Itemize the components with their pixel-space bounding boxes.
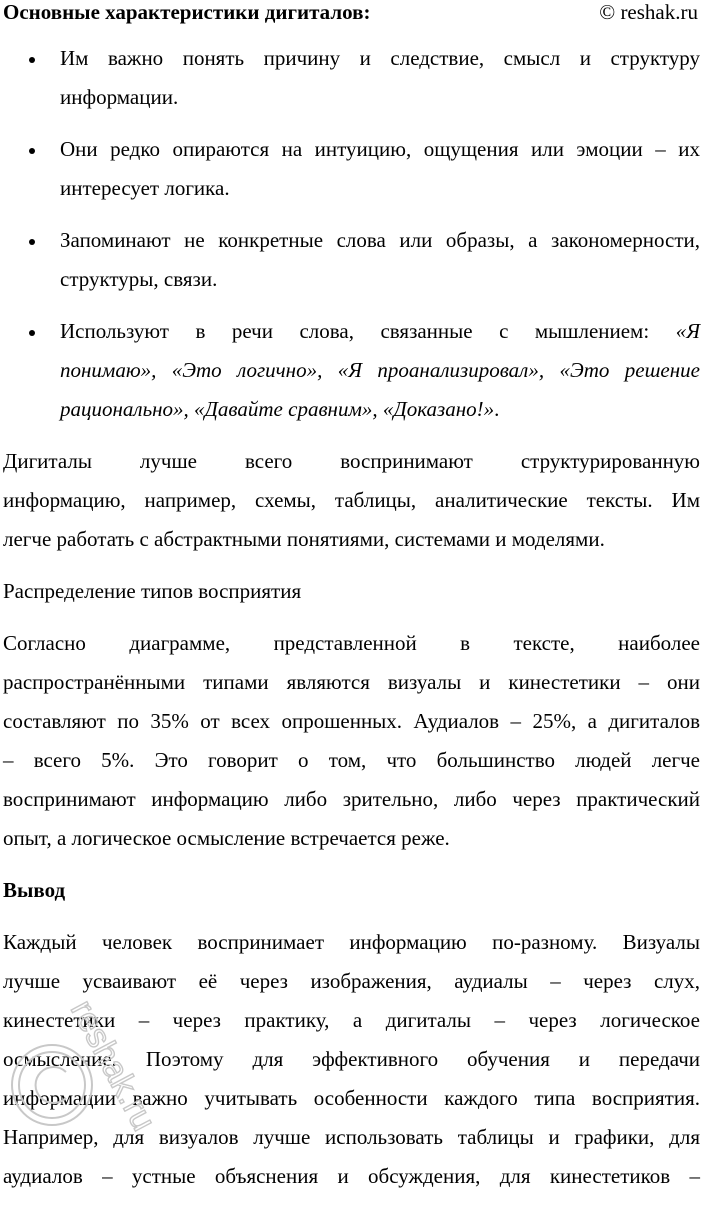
bullet-icon [29, 239, 35, 245]
text-line: структуры, связи. [60, 267, 218, 291]
document-body [3, 42, 700, 1212]
text-line: опыт, а логическое осмысление встречается реже. [3, 826, 450, 850]
text-segment: . [494, 397, 500, 421]
page-header [3, 0, 698, 28]
text-line: Вывод [3, 878, 66, 902]
text-line: кинестетики – через практику, а дигиталы – через логическое [3, 1008, 700, 1032]
text-line: аудиалов – устные объяснения и обсуждения, для кинестетиков – [3, 1164, 700, 1188]
text-segment: Используют в речи слова, связанные с мышлением: [60, 319, 676, 343]
paragraph [3, 445, 700, 562]
watermark-text: reshak.ru [62, 993, 164, 1137]
bullet-item [3, 224, 700, 302]
text-line: – всего 5%. Это говорит о том, что большинство людей легче [3, 748, 700, 772]
bullet-item [3, 42, 700, 120]
italic-quote: «Я [675, 319, 700, 343]
section-title: Основные характеристики дигиталов: [3, 0, 371, 24]
text-line: составляют по 35% от всех опрошенных. Аудиалов – 25%, а дигиталов [3, 709, 700, 733]
text-line: интересует логика. [60, 176, 230, 200]
text-line: Дигиталы лучше всего воспринимают структурированную [3, 449, 700, 473]
section-heading [3, 874, 700, 913]
italic-quote: рационально», «Давайте сравним», «Доказано!» [60, 397, 495, 421]
text-line: легче работать с абстрактными понятиями, системами и моделями. [3, 527, 605, 551]
bullet-icon [29, 148, 35, 154]
bullet-icon [29, 57, 35, 63]
text-line: Распределение типов восприятия [3, 579, 302, 603]
text-line [60, 315, 700, 354]
text-line: осмысление. Поэтому для эффективного обучения и передачи [3, 1047, 700, 1071]
bullet-icon [29, 330, 35, 336]
copyright-text: © reshak.ru [599, 0, 698, 24]
italic-quote: понимаю», «Это логично», «Я проанализировал», «Это решение [60, 358, 700, 382]
bullet-item [3, 315, 700, 432]
text-line: информации. [60, 85, 179, 109]
text-line: Например, для визуалов лучше использовать таблицы и графики, для [3, 1125, 700, 1149]
text-line: Они редко опираются на интуицию, ощущения или эмоции – их [60, 137, 700, 161]
text-line [60, 354, 700, 393]
text-line: информации важно учитывать особенности каждого типа восприятия. [3, 1086, 700, 1110]
text-line: воспринимают информацию либо зрительно, либо через практический [3, 787, 700, 811]
text-line: распространёнными типами являются визуалы и кинестетики – они [3, 670, 700, 694]
text-line: Каждый человек воспринимает информацию по-разному. Визуалы [3, 930, 700, 954]
text-line: Запоминают не конкретные слова или образы, а закономерности, [60, 228, 700, 252]
text-line: лучше усваивают её через изображения, аудиалы – через слух, [3, 969, 700, 993]
paragraph [3, 627, 700, 861]
text-line [60, 393, 700, 432]
paragraph [3, 575, 700, 614]
paragraph [3, 926, 700, 1199]
bullet-item [3, 133, 700, 211]
text-line: Им важно понять причину и следствие, смысл и структуру [60, 46, 700, 70]
text-line: информацию, например, схемы, таблицы, аналитические тексты. Им [3, 488, 700, 512]
text-line: Согласно диаграмме, представленной в тексте, наиболее [3, 631, 700, 655]
